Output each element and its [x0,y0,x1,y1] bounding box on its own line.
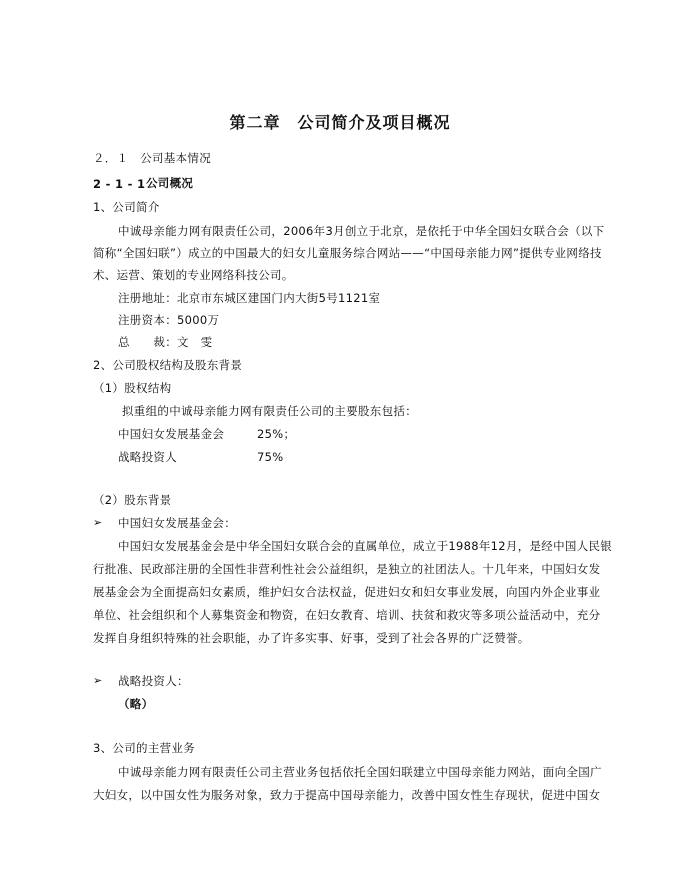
shareholders-intro: 拟重组的中诚母亲能力网有限责任公司的主要股东包括： [122,404,417,418]
arrowhead-bullet-icon: ➢ [93,516,103,529]
intro-line: 中诚母亲能力网有限责任公司，2006年3月创立于北京，是依托于中华全国妇女联合会（以下 [118,224,605,238]
background-1-line: 展基金会为全面提高妇女素质，维护妇女合法权益，促进妇女和妇女事业发展，向国内外企业事业 [93,585,601,599]
background-1-line: 行批准、民政部注册的全国性非营利性社会公益组织，是独立的社团法人。十几年来，中国妇女发 [93,562,601,576]
item-heading-main-business: 3、公司的主营业务 [93,741,196,755]
item-heading-company-intro: 1、公司简介 [93,200,160,214]
shareholder-percent: 75% [257,450,284,464]
section-heading-2-1: ２．１ 公司基本情况 [93,151,211,165]
registered-address: 注册地址：北京市东城区建国门内大街5号1121室 [118,291,381,305]
section-heading-2-1-1: 公司概况 [146,176,194,190]
background-1-line: 中国妇女发展基金会是中华全国妇女联合会的直属单位，成立于1988年12月，是经中国人民银 [118,539,613,553]
background-2-text: （略） [118,697,154,711]
main-business-line: 中诚母亲能力网有限责任公司主营业务包括依托全国妇联建立中国母亲能力网站，面向全国广 [118,765,602,779]
intro-line: 术、运营、策划的专业网络科技公司。 [93,268,294,282]
section-number-2-1-1: 2 - 1 - 1 [93,177,146,191]
item-heading-equity: 2、公司股权结构及股东背景 [93,358,243,372]
registered-capital: 注册资本：5000万 [118,313,220,327]
background-1-line: 发挥自身组织特殊的社会职能，办了许多实事、好事，受到了社会各界的广泛赞誉。 [93,631,530,645]
chapter-title: 第二章 公司简介及项目概况 [229,113,451,132]
arrowhead-bullet-icon: ➢ [93,674,103,687]
background-1-line: 单位、社会组织和个人募集资金和物资，在妇女教育、培训、扶贫和救灾等多项公益活动中，充分 [93,608,601,622]
intro-line: 简称“全国妇联”）成立的中国最大的妇女儿童服务综合网站——“中国母亲能力网”提供专业网络技 [93,246,602,260]
background-2-title: 战略投资人： [118,674,189,688]
shareholder-percent: 25%； [257,427,296,441]
subheading-shareholder-background: （2）股东背景 [93,493,172,507]
shareholder-name: 中国妇女发展基金会 [118,427,225,441]
main-business-line: 大妇女，以中国女性为服务对象，致力于提高中国母亲能力，改善中国女性生存现状，促进中国女 [93,788,601,802]
subheading-equity-structure: （1）股权结构 [93,381,172,395]
president: 总 裁：文 雯 [118,335,213,349]
background-1-title: 中国妇女发展基金会： [118,516,236,530]
shareholder-name: 战略投资人 [118,450,177,464]
